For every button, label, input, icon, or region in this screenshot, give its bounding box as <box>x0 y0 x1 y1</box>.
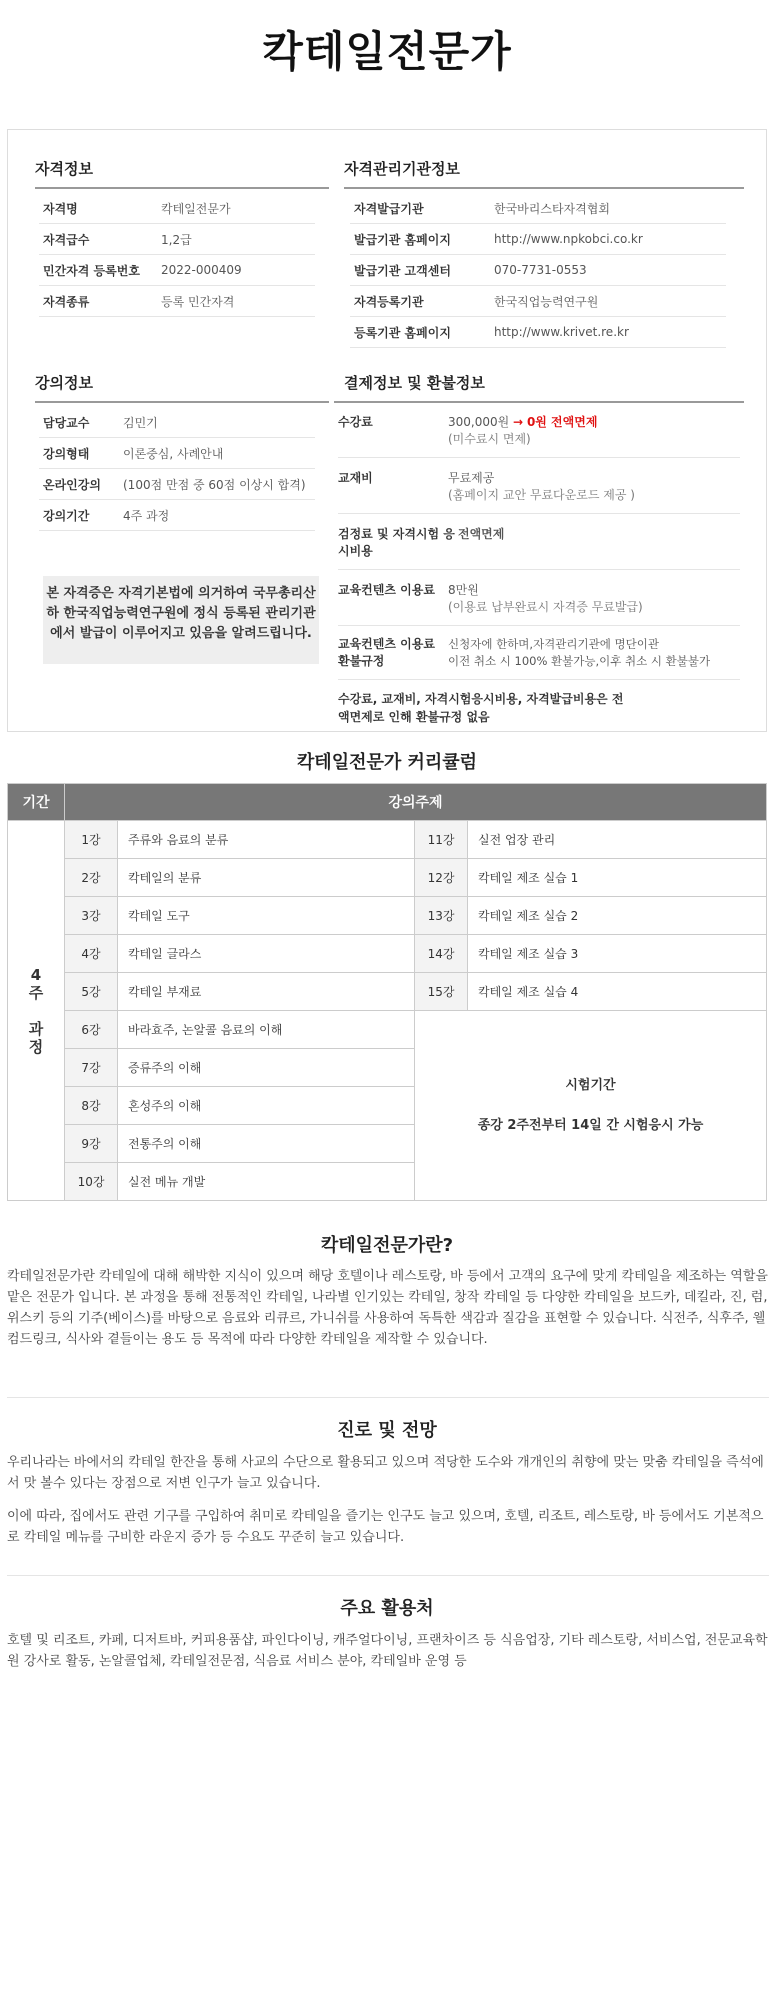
lesson-subject: 전통주의 이해 <box>118 1125 415 1163</box>
qual-row <box>39 224 315 255</box>
payment-section <box>334 372 744 726</box>
period-cell <box>8 821 65 1201</box>
content-fee-value <box>448 582 643 616</box>
usage-title: 주요 활용처 <box>340 1598 434 1619</box>
row-key: 자격등록기관 <box>354 294 424 309</box>
lesson-subject: 칵테일 제조 실습 3 <box>468 935 767 973</box>
row-value: 070-7731-0553 <box>494 263 587 277</box>
lesson-number: 14강 <box>415 935 468 973</box>
row-key: 담당교수 <box>43 415 90 430</box>
row-value: 칵테일전문가 <box>161 201 231 216</box>
row-value: 2022-000409 <box>161 263 242 277</box>
exam-fee-row <box>338 514 740 570</box>
content-fee-amount: 8만원 <box>448 583 479 597</box>
lesson-subject: 실전 업장 관리 <box>468 821 767 859</box>
agency-section <box>344 158 744 348</box>
row-key: 발급기관 고객센터 <box>354 263 451 278</box>
lesson-subject: 칵테일 도구 <box>118 897 415 935</box>
refund-summary: 수강료, 교재비, 자격시험응시비용, 자격발급비용은 전액면제로 인해 환불규정 없음 <box>338 692 624 724</box>
lesson-number: 6강 <box>65 1011 118 1049</box>
period-char: 4 <box>30 965 42 984</box>
about-title: 칵테일전문가란? <box>320 1235 454 1256</box>
lesson-subject: 칵테일 제조 실습 1 <box>468 859 767 897</box>
lesson-number: 1강 <box>65 821 118 859</box>
lesson-number: 9강 <box>65 1125 118 1163</box>
divider <box>7 1575 769 1576</box>
refund-line-1: 신청자에 한하며,자격관리기관에 명단이관 <box>448 637 659 651</box>
payment-heading: 결제정보 및 환불정보 <box>334 372 744 403</box>
exam-period-title: 시험기간 <box>565 1077 616 1093</box>
fee-new: 0원 전액면제 <box>526 415 598 429</box>
refund-value <box>448 636 710 670</box>
fee-key: 수강료 <box>338 415 373 429</box>
table-row <box>8 859 767 897</box>
lecture-row <box>39 407 315 438</box>
lesson-number: 5강 <box>65 973 118 1011</box>
fee-note: (미수료시 면제) <box>448 432 531 446</box>
content-fee-row <box>338 570 740 626</box>
fee-original: 300,000원 <box>448 415 510 429</box>
table-row <box>8 897 767 935</box>
lesson-number: 4강 <box>65 935 118 973</box>
agency-heading: 자격관리기관정보 <box>344 158 744 189</box>
lesson-number: 8강 <box>65 1087 118 1125</box>
lesson-subject: 칵테일 제조 실습 4 <box>468 973 767 1011</box>
row-value: 4주 과정 <box>123 508 170 523</box>
row-key: 자격급수 <box>43 232 90 247</box>
period-char: 주 <box>28 983 44 1002</box>
exam-fee-key: 검정료 및 자격시험 응시비용 <box>338 527 455 558</box>
table-header-row <box>8 784 767 821</box>
table-row <box>8 821 767 859</box>
lesson-number: 13강 <box>415 897 468 935</box>
period-header: 기간 <box>8 784 65 821</box>
qualification-heading: 자격정보 <box>35 158 329 189</box>
row-key: 발급기관 홈페이지 <box>354 232 451 247</box>
lecture-section <box>35 372 329 531</box>
table-row <box>8 1011 767 1049</box>
period-char: 정 <box>28 1037 44 1056</box>
row-key: 온라인강의 <box>43 477 101 492</box>
content-fee-note: (이용료 납부완료시 자격증 무료발급) <box>448 600 643 614</box>
row-value: 1,2급 <box>161 232 192 247</box>
about-text: 칵테일전문가란 칵테일에 대해 해박한 지식이 있으며 해당 호텔이나 레스토랑, 바 등에서 고객의 요구에 맞게 칵테일을 제조하는 역할을 맡은 전문가 입니다. 본 과정을 통해 전통적인 칵테일, 나라별 인기있는 칵테일, 창작 칵테일 등 다양한 칵테일을 보드카, 데킬라, 진, 럼, 위스키 등의 기주(베이스)를 바탕으로 음료와 리큐르, 가니쉬를 사용하여 독특한 색감과 질감을 표현할 수 있습니다. 식전주, 식후주, 웰컴드링크, 식사와 곁들이는 용도 등 목적에 따라 다양한 칵테일을 제작할 수 있습니다. <box>7 1269 768 1347</box>
book-row <box>338 458 740 514</box>
lecture-heading: 강의정보 <box>35 372 329 403</box>
lecture-row <box>39 438 315 469</box>
curriculum-table <box>7 783 767 1201</box>
notice-box: 본 자격증은 자격기본법에 의거하여 국무총리산하 한국직업능력연구원에 정식 등록된 관리기관에서 발급이 이루어지고 있음을 알려드립니다. <box>43 576 319 664</box>
career-text-1: 우리나라는 바에서의 칵테일 한잔을 통해 사교의 수단으로 활용되고 있으며 적당한 도수와 개개인의 취향에 맞는 맞춤 칵테일을 즉석에서 맛 볼수 있다는 장점으로 저변 인구가 늘고 있습니다. <box>7 1455 764 1491</box>
agency-row <box>350 286 726 317</box>
lesson-number: 2강 <box>65 859 118 897</box>
exam-fee-value: 전액면제 <box>458 527 505 541</box>
lesson-number: 10강 <box>65 1163 118 1201</box>
refund-row <box>338 626 740 680</box>
lecture-row <box>39 469 315 500</box>
lesson-subject: 증류주의 이해 <box>118 1049 415 1087</box>
lesson-number: 15강 <box>415 973 468 1011</box>
row-value: (100점 만점 중 60점 이상시 합격) <box>123 477 306 492</box>
topic-header: 강의주제 <box>65 784 767 821</box>
row-key: 강의기간 <box>43 508 90 523</box>
agency-row <box>350 224 726 255</box>
usage-text: 호텔 및 리조트, 카페, 디저트바, 커피용품샵, 파인다이닝, 캐주얼다이닝, 프랜차이즈 등 식음업장, 기타 레스토랑, 서비스업, 전문교육학원 강사로 활동, 논알콜업체, 칵테일전문점, 식음료 서비스 분야, 칵테일바 운영 등 <box>7 1633 768 1669</box>
lecture-row <box>39 500 315 531</box>
row-key: 자격발급기관 <box>354 201 424 216</box>
qual-row <box>39 255 315 286</box>
lesson-number: 12강 <box>415 859 468 897</box>
row-key: 자격명 <box>43 201 78 216</box>
row-value: 김민기 <box>123 415 158 430</box>
exam-period-desc: 종강 2주전부터 14일 간 시험응시 가능 <box>477 1117 704 1133</box>
row-key: 강의형태 <box>43 446 90 461</box>
lesson-subject: 칵테일 부재료 <box>118 973 415 1011</box>
lesson-subject: 혼성주의 이해 <box>118 1087 415 1125</box>
book-note: (홈페이지 교안 무료다운로드 제공 ) <box>448 488 635 502</box>
divider <box>7 1397 769 1398</box>
exam-period-cell <box>415 1011 767 1201</box>
row-key: 자격종류 <box>43 294 90 309</box>
lesson-subject: 칵테일 글라스 <box>118 935 415 973</box>
qualification-section <box>35 158 329 317</box>
page-title: 칵테일전문가 <box>262 27 512 76</box>
row-value: 한국바리스타자격협회 <box>494 201 610 216</box>
table-row <box>8 935 767 973</box>
book-value <box>448 470 635 504</box>
refund-key: 교육컨텐츠 이용료 환불규정 <box>338 637 435 668</box>
fee-arrow: → <box>513 415 524 429</box>
qual-row <box>39 193 315 224</box>
fee-value <box>448 414 597 448</box>
table-row <box>8 973 767 1011</box>
homepage-link[interactable]: http://www.krivet.re.kr <box>494 325 629 339</box>
curriculum-title: 칵테일전문가 커리큘럼 <box>296 752 478 773</box>
lesson-subject: 실전 메뉴 개발 <box>118 1163 415 1201</box>
lesson-subject: 칵테일의 분류 <box>118 859 415 897</box>
book-key: 교재비 <box>338 471 373 485</box>
agency-row <box>350 193 726 224</box>
fee-row <box>338 405 740 458</box>
row-key: 민간자격 등록번호 <box>43 263 140 278</box>
career-text-2: 이에 따라, 집에서도 관련 기구를 구입하여 취미로 칵테일을 즐기는 인구도 늘고 있으며, 호텔, 리조트, 레스토랑, 바 등에서도 기본적으로 칵테일 메뉴를 구비한 라운지 증가 등 수요도 꾸준히 늘고 있습니다. <box>7 1509 764 1545</box>
row-value: 한국직업능력연구원 <box>494 294 599 309</box>
qual-row <box>39 286 315 317</box>
refund-line-2: 이전 취소 시 100% 환불가능,이후 취소 시 환불불가 <box>448 654 711 668</box>
lesson-subject: 바라효주, 논알콜 음료의 이해 <box>118 1011 415 1049</box>
row-value: 이론중심, 사례안내 <box>123 446 224 461</box>
lesson-number: 3강 <box>65 897 118 935</box>
info-box <box>7 129 767 732</box>
lesson-subject: 칵테일 제조 실습 2 <box>468 897 767 935</box>
content-fee-key: 교육컨텐츠 이용료 <box>338 583 435 597</box>
career-title: 진로 및 전망 <box>337 1420 437 1441</box>
lesson-number: 7강 <box>65 1049 118 1087</box>
lesson-subject: 주류와 음료의 분류 <box>118 821 415 859</box>
period-char: 과 <box>28 1019 44 1038</box>
agency-row <box>350 317 726 348</box>
row-value: 등록 민간자격 <box>161 294 235 309</box>
homepage-link[interactable]: http://www.npkobci.co.kr <box>494 232 643 246</box>
row-key: 등록기관 홈페이지 <box>354 325 451 340</box>
book-free: 무료제공 <box>448 471 495 485</box>
lesson-number: 11강 <box>415 821 468 859</box>
agency-row <box>350 255 726 286</box>
